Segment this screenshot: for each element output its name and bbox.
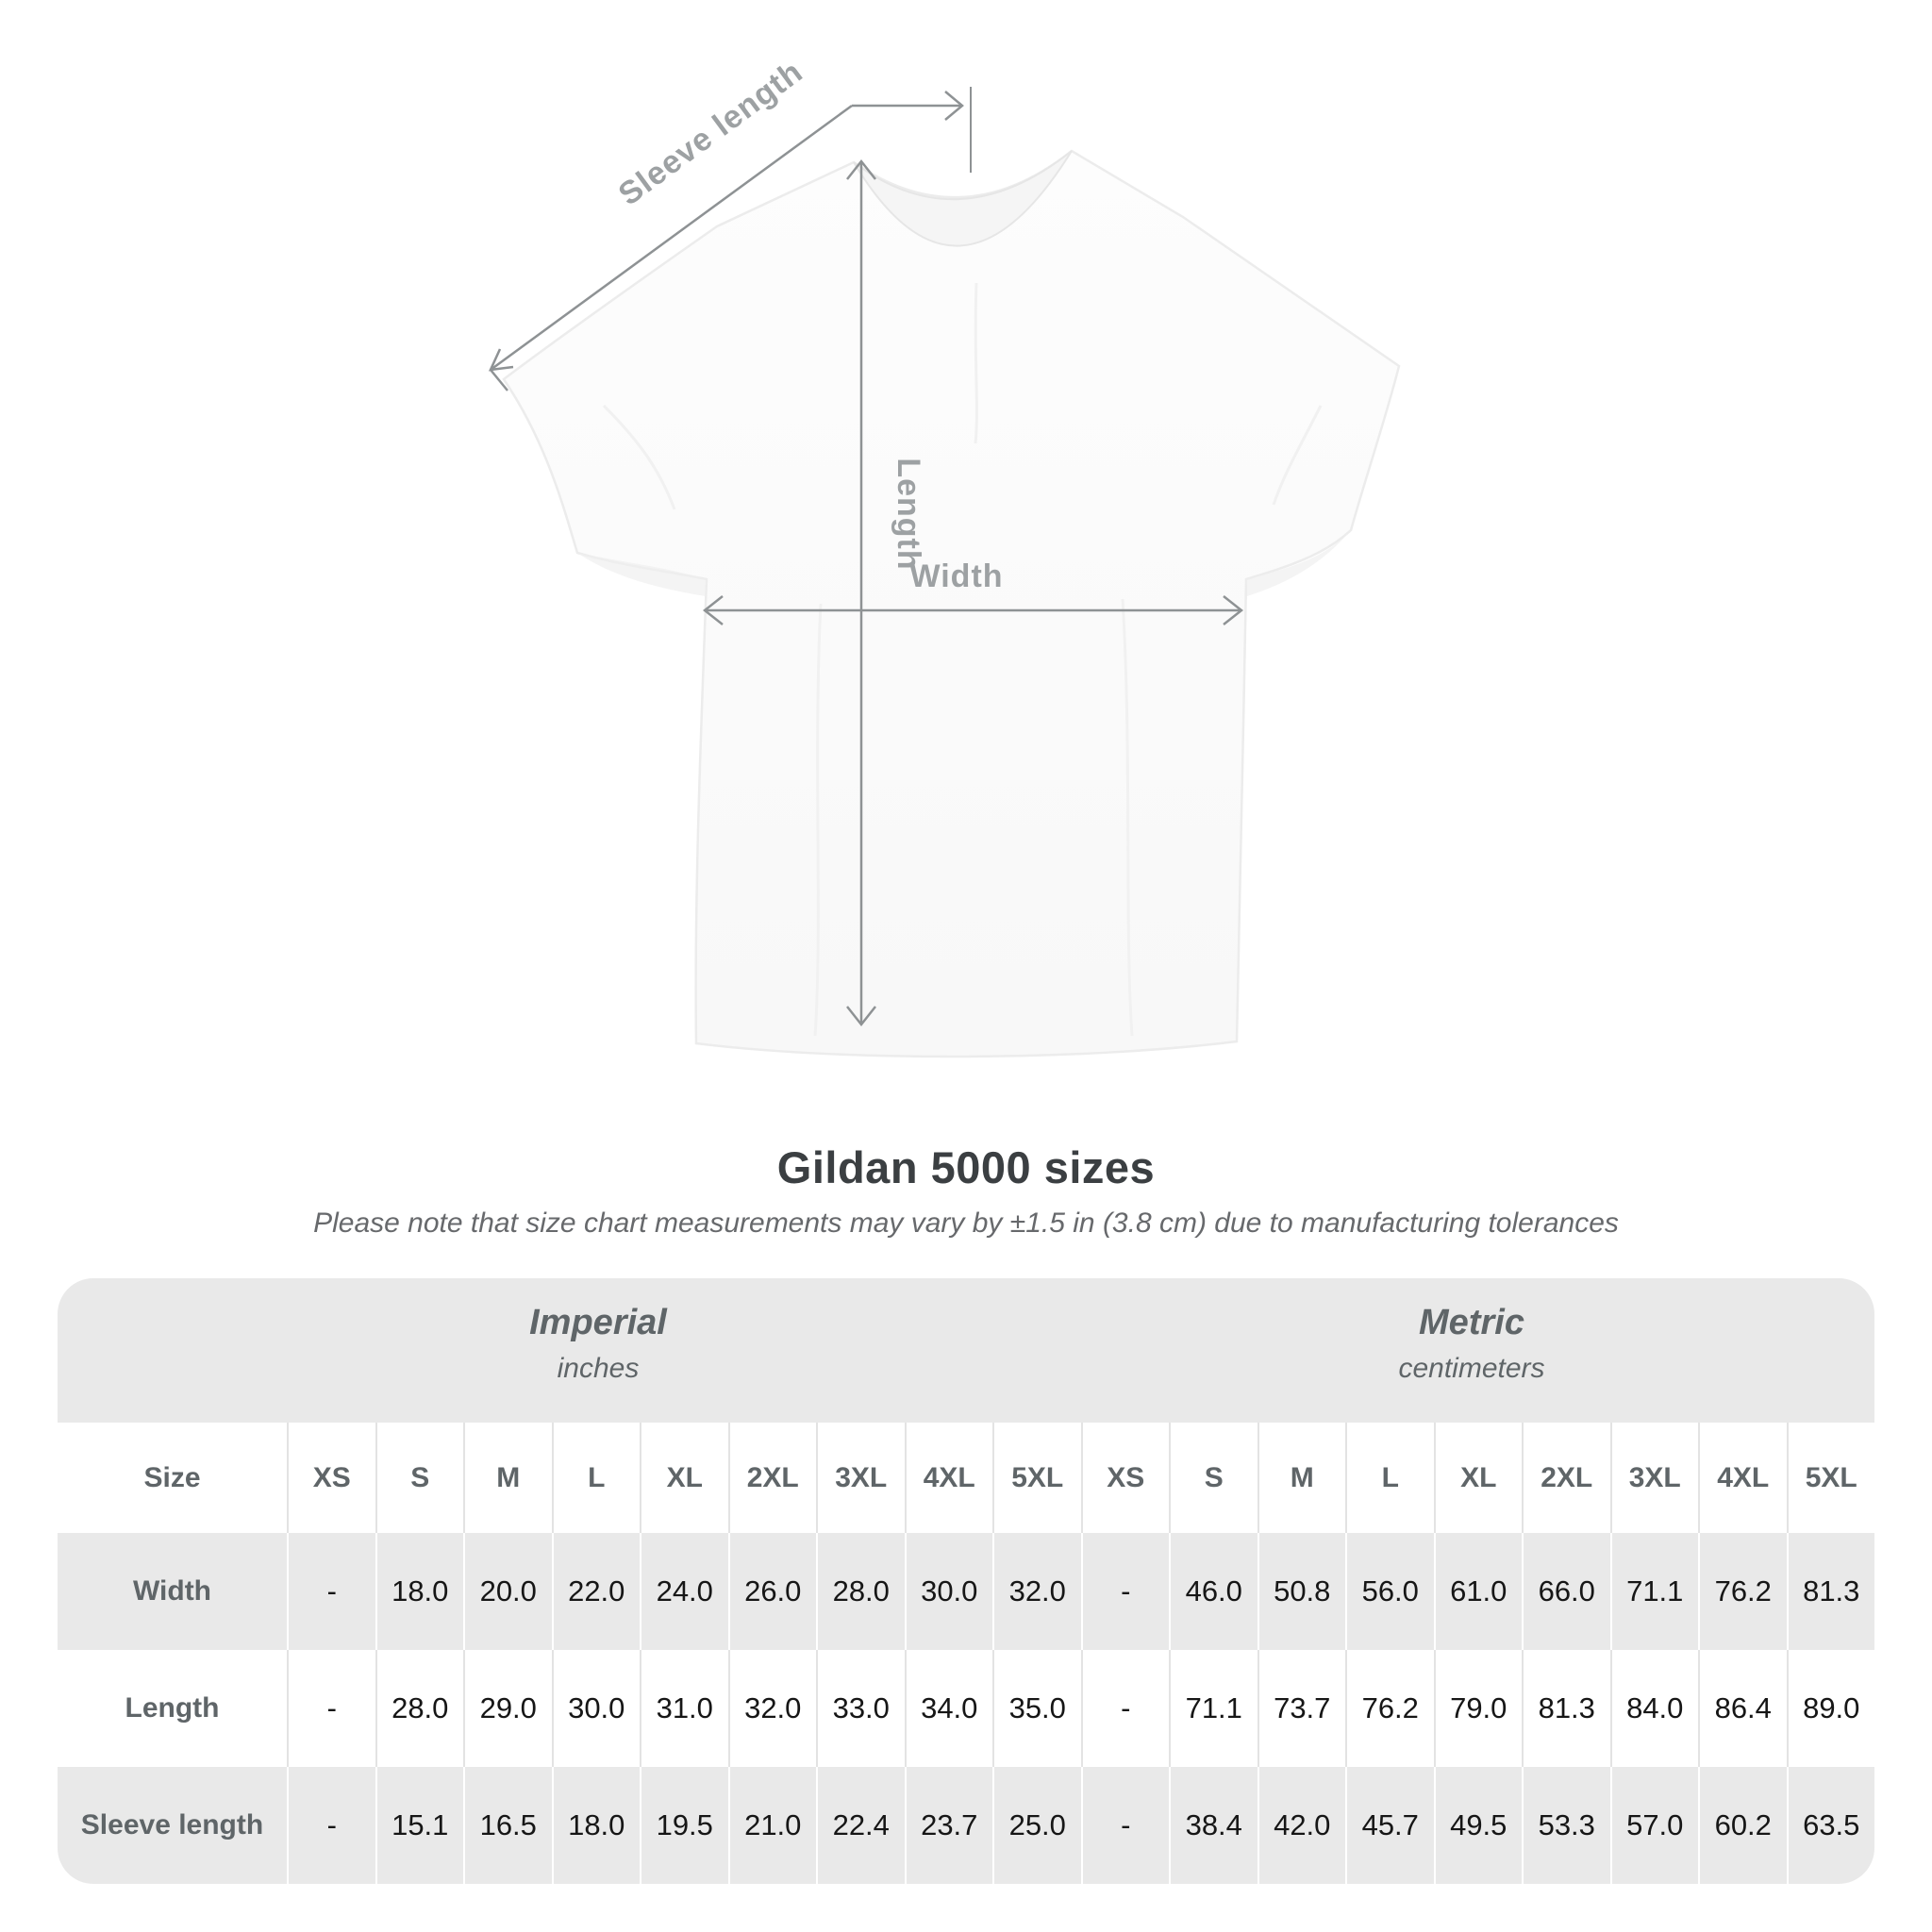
measurement-value-cell: 18.0 <box>552 1767 641 1884</box>
measurement-value-cell: 34.0 <box>905 1650 993 1767</box>
measurement-value-cell: 76.2 <box>1345 1650 1434 1767</box>
measurement-value-cell: 81.3 <box>1787 1533 1875 1650</box>
measurement-value-cell: - <box>287 1767 375 1884</box>
size-column-header-cell: 5XL <box>992 1423 1081 1533</box>
measurement-value-cell: 71.1 <box>1610 1533 1699 1650</box>
metric-label: Metric <box>1419 1303 1524 1342</box>
measurement-value-cell: 53.3 <box>1522 1767 1610 1884</box>
measurement-value-cell: - <box>287 1533 375 1650</box>
size-header-cell: Size <box>143 1461 201 1493</box>
imperial-group-header <box>315 1278 881 1385</box>
tshirt-illustration <box>504 151 1399 1057</box>
size-column-header-cell: L <box>1345 1423 1434 1533</box>
measurement-value-cell: 31.0 <box>640 1650 728 1767</box>
measurement-value-cell: 50.8 <box>1257 1533 1346 1650</box>
measurement-value-cell: 60.2 <box>1698 1767 1787 1884</box>
row-label-length: Length <box>125 1692 220 1724</box>
unit-group-header-row <box>58 1278 1874 1423</box>
measure-row-0 <box>58 1533 1874 1650</box>
measurement-value-cell: 29.0 <box>463 1650 552 1767</box>
measurement-value-cell: 49.5 <box>1434 1767 1523 1884</box>
measurement-value-cell: - <box>287 1650 375 1767</box>
measurement-value-cell: 42.0 <box>1257 1767 1346 1884</box>
measurement-value-cell: 71.1 <box>1169 1650 1257 1767</box>
measurement-value-cell: 15.1 <box>375 1767 464 1884</box>
measurement-value-cell: 23.7 <box>905 1767 993 1884</box>
measurement-value-cell: 21.0 <box>728 1767 817 1884</box>
size-column-header-cell: S <box>375 1423 464 1533</box>
measurement-value-cell: 33.0 <box>816 1650 905 1767</box>
measurement-value-cell: 46.0 <box>1169 1533 1257 1650</box>
size-column-header-cell: S <box>1169 1423 1257 1533</box>
width-label: Width <box>909 558 1004 594</box>
size-column-header-cell: 5XL <box>1787 1423 1875 1533</box>
metric-group-header <box>1189 1278 1755 1385</box>
measurement-value-cell: 56.0 <box>1345 1533 1434 1650</box>
size-column-header-cell: XL <box>1434 1423 1523 1533</box>
measurement-value-cell: 63.5 <box>1787 1767 1875 1884</box>
measurement-value-cell: 28.0 <box>816 1533 905 1650</box>
size-column-header-cell: 3XL <box>816 1423 905 1533</box>
size-column-header-cell: L <box>552 1423 641 1533</box>
measurement-value-cell: 25.0 <box>992 1767 1081 1884</box>
size-column-header-cell: M <box>1257 1423 1346 1533</box>
size-column-header-cell: 3XL <box>1610 1423 1699 1533</box>
measurement-value-cell: 81.3 <box>1522 1650 1610 1767</box>
metric-unit-label: centimeters <box>1398 1353 1545 1384</box>
measurement-value-cell: 30.0 <box>552 1650 641 1767</box>
measure-row-2 <box>58 1767 1874 1884</box>
measurement-value-cell: 73.7 <box>1257 1650 1346 1767</box>
measurement-value-cell: 22.4 <box>816 1767 905 1884</box>
measurement-value-cell: 76.2 <box>1698 1533 1787 1650</box>
size-column-header-cell: M <box>463 1423 552 1533</box>
row-label-sleeve-length: Sleeve length <box>80 1809 264 1840</box>
size-column-header-cell: 4XL <box>905 1423 993 1533</box>
tolerance-note: Please note that size chart measurements may vary by ±1.5 in (3.8 cm) due to manufacturing tolerances <box>313 1208 1619 1239</box>
measurement-value-cell: 86.4 <box>1698 1650 1787 1767</box>
measurement-value-cell: 89.0 <box>1787 1650 1875 1767</box>
measurement-value-cell: 28.0 <box>375 1650 464 1767</box>
measurement-value-cell: - <box>1081 1650 1170 1767</box>
imperial-label: Imperial <box>529 1303 667 1342</box>
measurement-value-cell: 24.0 <box>640 1533 728 1650</box>
measurement-value-cell: 79.0 <box>1434 1650 1523 1767</box>
measurement-value-cell: 57.0 <box>1610 1767 1699 1884</box>
measurement-value-cell: 19.5 <box>640 1767 728 1884</box>
measurement-value-cell: 66.0 <box>1522 1533 1610 1650</box>
imperial-unit-label: inches <box>557 1353 640 1384</box>
measurement-value-cell: 30.0 <box>905 1533 993 1650</box>
size-header-row <box>58 1423 1874 1533</box>
measure-row-1 <box>58 1650 1874 1767</box>
size-column-header-cell: 4XL <box>1698 1423 1787 1533</box>
measurement-value-cell: 26.0 <box>728 1533 817 1650</box>
size-column-header-cell: XS <box>287 1423 375 1533</box>
page-title: Gildan 5000 sizes <box>776 1142 1156 1192</box>
measurement-value-cell: - <box>1081 1533 1170 1650</box>
size-chart-table <box>58 1278 1874 1884</box>
size-column-header-cell: 2XL <box>1522 1423 1610 1533</box>
length-label: Length <box>891 458 926 571</box>
measurement-value-cell: 32.0 <box>728 1650 817 1767</box>
row-label-width: Width <box>132 1575 212 1607</box>
measurement-value-cell: - <box>1081 1767 1170 1884</box>
size-column-header-cell: XL <box>640 1423 728 1533</box>
measurement-value-cell: 16.5 <box>463 1767 552 1884</box>
measurement-value-cell: 38.4 <box>1169 1767 1257 1884</box>
size-column-header-cell: 2XL <box>728 1423 817 1533</box>
size-column-header-cell: XS <box>1081 1423 1170 1533</box>
measurement-value-cell: 35.0 <box>992 1650 1081 1767</box>
measurement-value-cell: 61.0 <box>1434 1533 1523 1650</box>
measurement-value-cell: 32.0 <box>992 1533 1081 1650</box>
sleeve-length-label: Sleeve length <box>611 53 810 213</box>
measurement-value-cell: 20.0 <box>463 1533 552 1650</box>
measurement-value-cell: 84.0 <box>1610 1650 1699 1767</box>
measurement-value-cell: 45.7 <box>1345 1767 1434 1884</box>
measurement-value-cell: 18.0 <box>375 1533 464 1650</box>
measurement-value-cell: 22.0 <box>552 1533 641 1650</box>
